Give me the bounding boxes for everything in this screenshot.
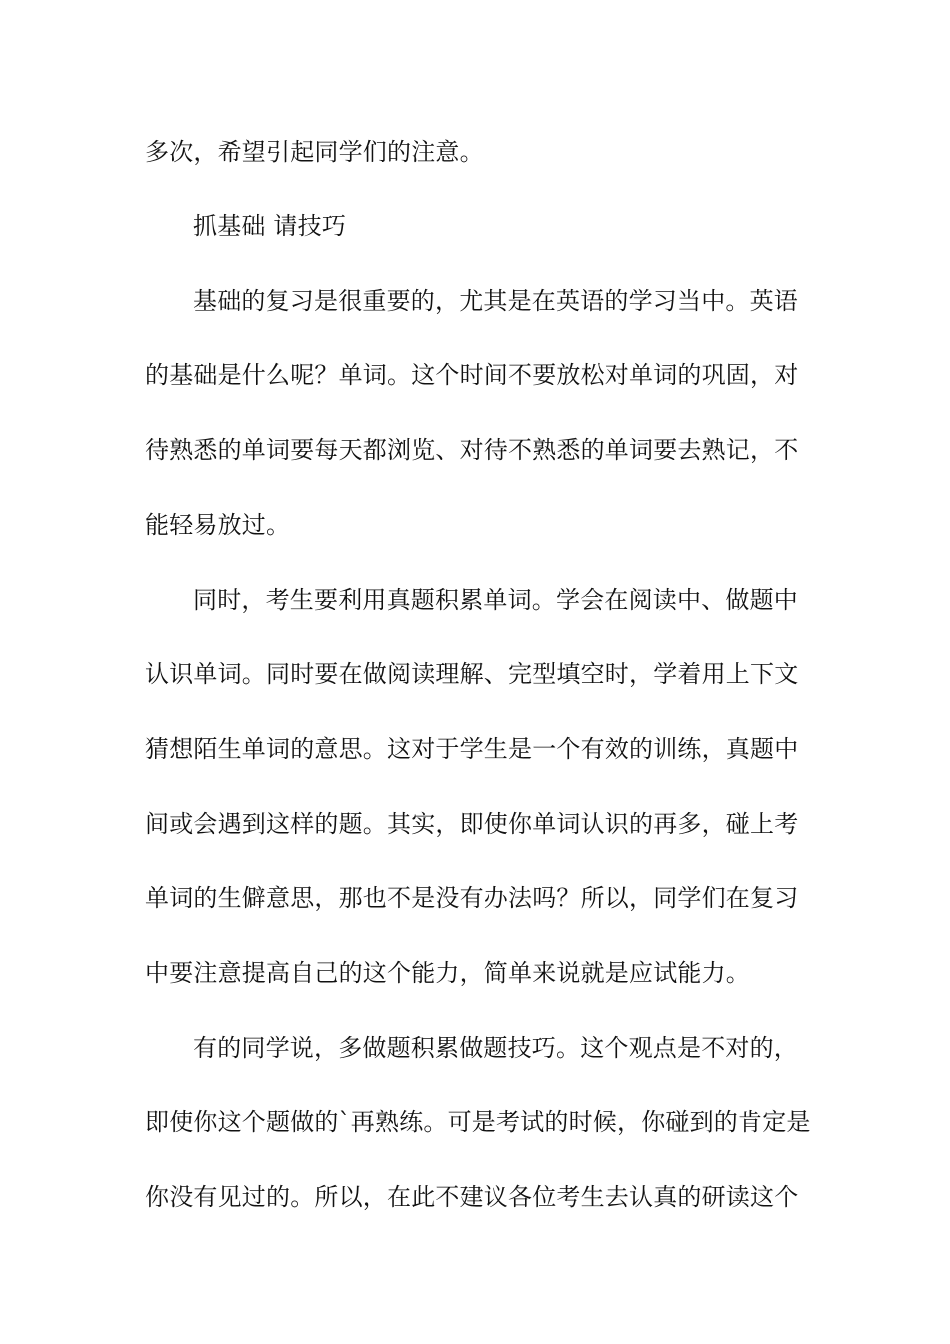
text-line: 认识单词。同时要在做阅读理解、完型填空时，学着用上下文: [145, 660, 799, 688]
text-line: 单词的生僻意思，那也不是没有办法吗？所以，同学们在复习: [145, 884, 799, 912]
text-line: 多次，希望引起同学们的注意。: [145, 138, 484, 166]
section-heading: 抓基础 请技巧: [193, 212, 347, 240]
text-line: 猜想陌生单词的意思。这对于学生是一个有效的训练，真题中: [145, 735, 799, 763]
text-line: 的基础是什么呢？单词。这个时间不要放松对单词的巩固，对: [145, 361, 799, 389]
text-line: 能轻易放过。: [145, 511, 291, 539]
text-line: 有的同学说，多做题积累做题技巧。这个观点是不对的，: [193, 1034, 798, 1062]
text-line: 待熟悉的单词要每天都浏览、对待不熟悉的单词要去熟记，不: [145, 436, 799, 464]
text-line: 基础的复习是很重要的，尤其是在英语的学习当中。英语: [193, 287, 798, 315]
text-line: 你没有见过的。所以，在此不建议各位考生去认真的研读这个: [145, 1183, 799, 1211]
text-line: 间或会遇到这样的题。其实，即使你单词认识的再多，碰上考: [145, 810, 799, 838]
text-line: 中要注意提高自己的这个能力，简单来说就是应试能力。: [145, 959, 750, 987]
text-line: 即使你这个题做的`再熟练。可是考试的时候，你碰到的肯定是: [145, 1108, 811, 1136]
text-line: 同时，考生要利用真题积累单词。学会在阅读中、做题中: [193, 586, 798, 614]
